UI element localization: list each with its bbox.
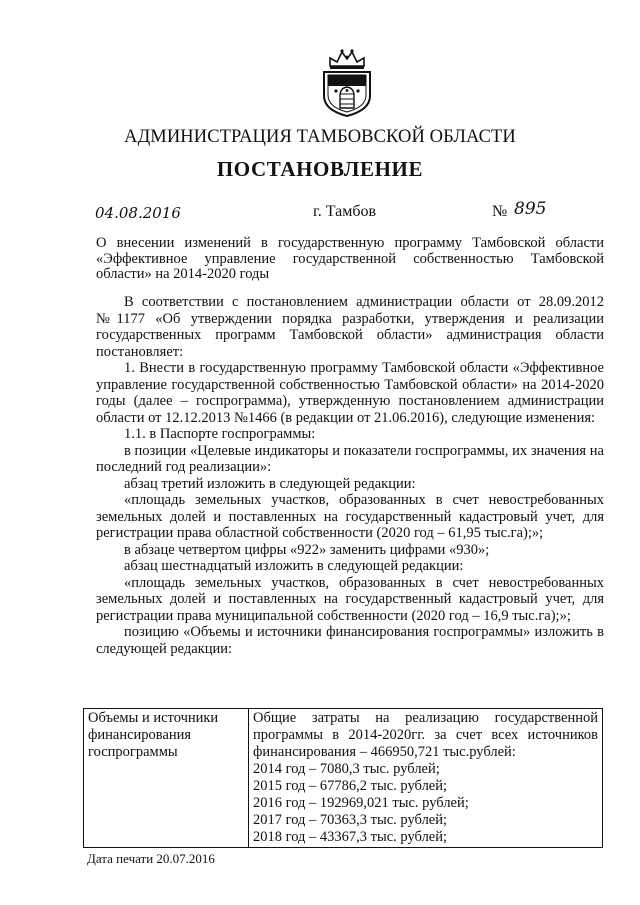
financing-year: 2017 год – 70363,3 тыс. рублей;: [253, 812, 448, 828]
document-number: 895: [514, 199, 547, 219]
document-title: О внесении изменений в государственную программу Тамбовской области «Эффективное управление государственной собственностью Тамбовской области» на 2014-2020 годы: [96, 235, 604, 282]
paragraph: «площадь земельных участков, образованных в счет невостребованных земельных долей и поставленных на государственный кадастровый учет, для регистрации права муниципальной собственности (2020 год – 16,9 тыс.га);»;: [96, 574, 604, 624]
paragraph: 1.1. в Паспорте госпрограммы:: [124, 426, 316, 442]
tambov-coat-of-arms-icon: [318, 46, 376, 118]
financing-year: 2018 год – 43367,3 тыс. рублей;: [253, 829, 448, 845]
paragraph: 1. Внести в государственную программу Тамбовской области «Эффективное управление государственной собственностью Тамбовской области» на 2014-2020 годы (далее – госпрограмма), утвержденную постановлением администрации области от 12.12.2013 №1466 (в редакции от 21.06.2016), следующие изменения:: [96, 360, 604, 426]
financing-year: 2014 год – 7080,3 тыс. рублей;: [253, 761, 440, 777]
document-body: [96, 294, 604, 657]
paragraph: в абзаце четвертом цифры «922» заменить цифрами «930»;: [124, 541, 490, 558]
paragraph: В соответствии с постановлением администрации области от 28.09.2012 №1177 «Об утверждении порядка разработки, утверждения и реализации государственных программ Тамбовской области» администрация области постановляет:: [96, 294, 604, 360]
document-date: 04.08.2016: [95, 204, 181, 222]
table-cell-value: [249, 709, 603, 848]
city-name: г. Тамбов: [313, 203, 377, 220]
table-cell-label: [84, 709, 249, 848]
document-type: ПОСТАНОВЛЕНИЕ: [216, 157, 424, 181]
paragraph: абзац третий изложить в следующей редакции:: [124, 475, 416, 492]
financing-year: 2016 год – 192969,021 тыс. рублей;: [253, 795, 469, 811]
paragraph: в позиции «Целевые индикаторы и показатели госпрограммы, их значения на последний год реализации»:: [96, 442, 604, 475]
number-label: №: [492, 203, 508, 220]
financing-table: [83, 708, 603, 848]
paragraph: абзац шестнадцатый изложить в следующей редакции:: [124, 558, 464, 574]
financing-year: 2015 год – 67786,2 тыс. рублей;: [253, 778, 448, 794]
paragraph: «площадь земельных участков, образованных в счет невостребованных земельных долей и поставленных на государственный кадастровый учет, для регистрации права областной собственности (2020 год – 61,95 тыс.га);»;: [96, 492, 604, 541]
financing-total: Общие затраты на реализацию государственной программы в 2014-2020гг. за счет всех источников финансирования – 466950,721 тыс.рублей:: [253, 710, 598, 760]
financing-label: Объемы и источники финансирования госпрограммы: [88, 710, 219, 760]
print-date: Дата печати 20.07.2016: [87, 851, 215, 866]
organization-name: АДМИНИСТРАЦИЯ ТАМБОВСКОЙ ОБЛАСТИ: [124, 127, 516, 147]
table-row: [84, 709, 603, 848]
paragraph: позицию «Объемы и источники финансирования госпрограммы» изложить в следующей редакции:: [96, 624, 604, 657]
